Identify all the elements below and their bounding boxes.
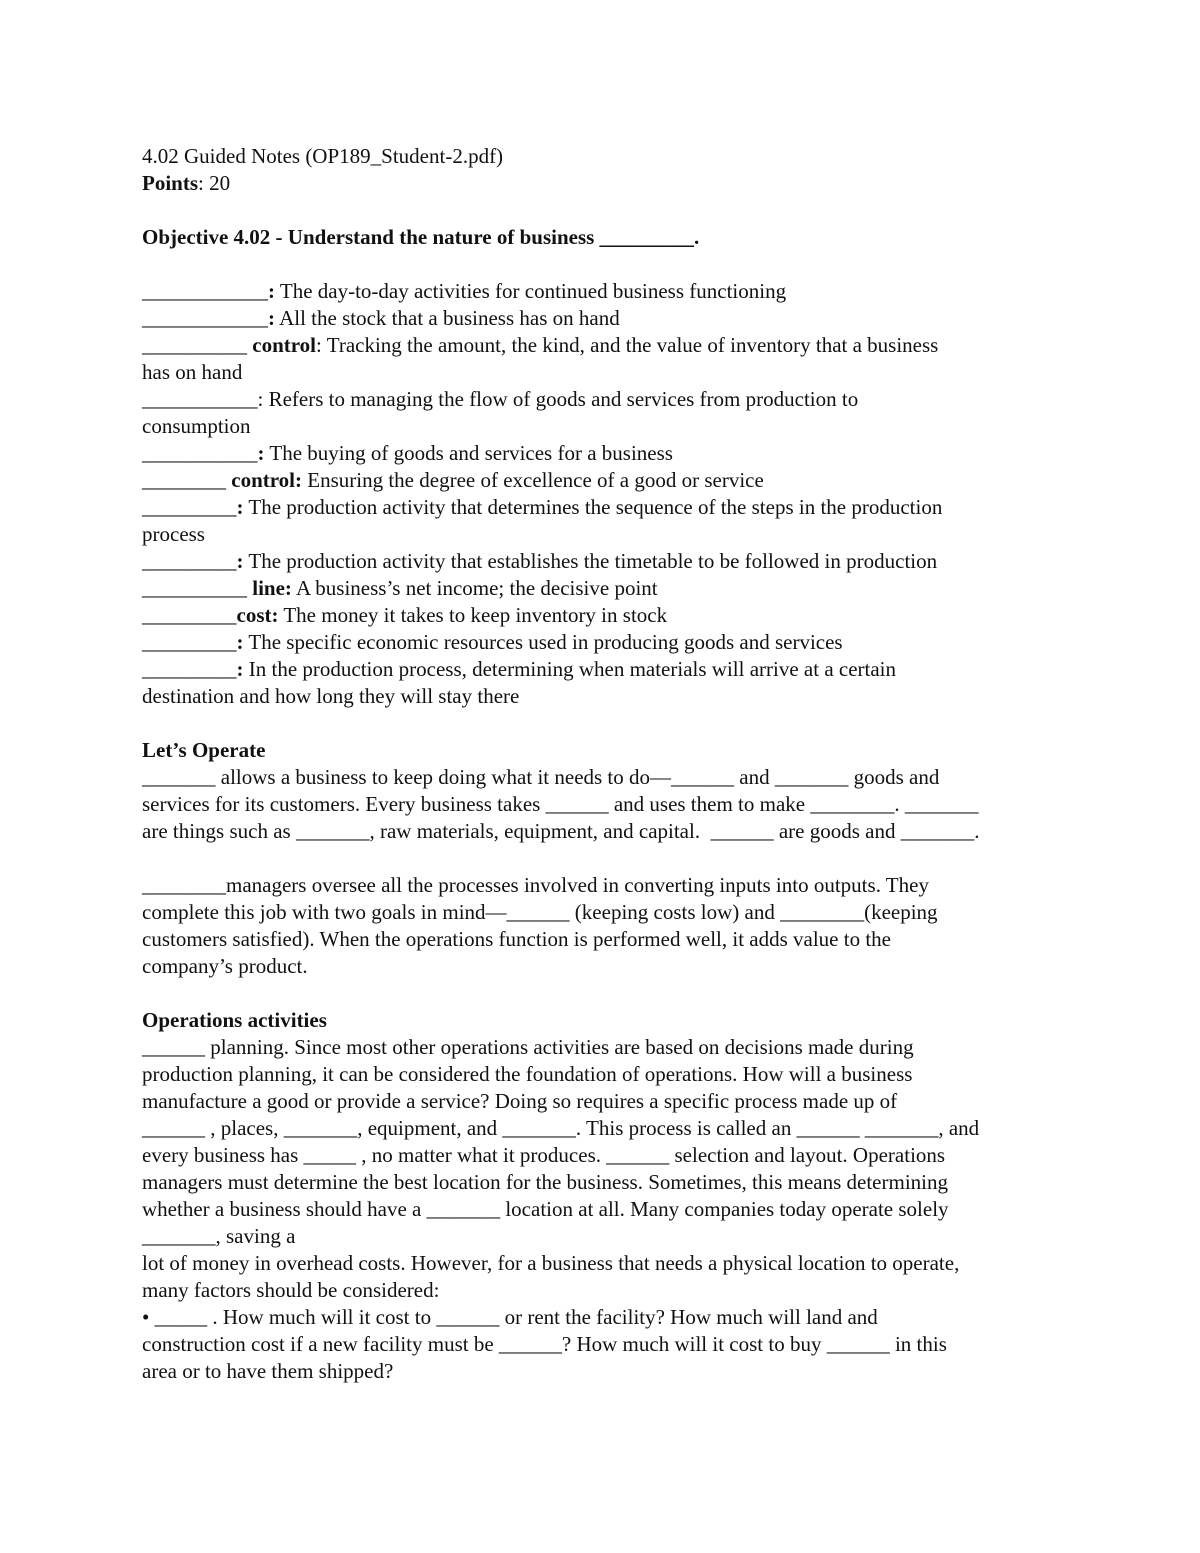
document-title: 4.02 Guided Notes (OP189_Student-2.pdf) (142, 144, 504, 168)
vocab-line (142, 521, 1064, 548)
fill-blank: _________ (142, 603, 237, 627)
definition-text: In the production process, determining when materials will arrive at a certain (243, 657, 897, 681)
definition-text: All the stock that a business has on hand (275, 306, 620, 330)
definition-text: The production activity that determines the sequence of the steps in the production (243, 495, 943, 519)
paragraph-line: production planning, it can be considered the foundation of operations. How will a business (142, 1062, 913, 1086)
vocab-line (142, 683, 1064, 710)
spacer (142, 197, 1064, 224)
paragraph-line: customers satisfied). When the operations function is performed well, it adds value to the (142, 927, 891, 951)
vocab-line (142, 575, 1064, 602)
paragraph-line: managers must determine the best location for the business. Sometimes, this means determining (142, 1170, 948, 1194)
vocabulary-list (142, 278, 1064, 710)
paragraph-line: whether a business should have a _______ location at all. Many companies today operate solely (142, 1197, 949, 1221)
definition-text: consumption (142, 414, 251, 438)
spacer (142, 251, 1064, 278)
bullet-line: • _____ . How much will it cost to ______ or rent the facility? How much will land and (142, 1305, 878, 1329)
heading-text: Operations activities (142, 1008, 327, 1032)
vocab-line (142, 629, 1064, 656)
fill-blank: _________ (142, 630, 237, 654)
paragraph-line: construction cost if a new facility must be ______? How much will it cost to buy ______ in this (142, 1332, 947, 1356)
definition-text: : Refers to managing the flow of goods and services from production to (257, 387, 859, 411)
paragraph-line: every business has _____ , no matter what it produces. ______ selection and layout. Operations (142, 1143, 946, 1167)
definition-text: has on hand (142, 360, 243, 384)
paragraph-line: ________managers oversee all the processes involved in converting inputs into outputs. They (142, 873, 929, 897)
term-suffix: control (247, 333, 317, 357)
definition-text: destination and how long they will stay there (142, 684, 520, 708)
fill-blank: ____________ (142, 306, 268, 330)
vocab-line (142, 413, 1064, 440)
paragraph-line: ______ , places, _______, equipment, and _______. This process is called an ______ _______, and (142, 1116, 980, 1140)
definition-text: The money it takes to keep inventory in stock (278, 603, 668, 627)
paragraph-line: company’s product. (142, 954, 308, 978)
term-suffix: cost: (236, 603, 279, 627)
fill-blank: ___________ (142, 387, 258, 411)
objective-heading (142, 224, 1064, 251)
vocab-line (142, 305, 1064, 332)
definition-text: A business’s net income; the decisive point (291, 576, 658, 600)
vocab-line (142, 494, 1064, 521)
objective-text: Objective 4.02 - Understand the nature of business _________. (142, 225, 700, 249)
fill-blank: __________ (142, 333, 247, 357)
definition-text: process (142, 522, 205, 546)
points-value: : 20 (198, 171, 231, 195)
paragraph-line: complete this job with two goals in mind—______ (keeping costs low) and ________(keeping (142, 900, 938, 924)
vocab-line (142, 332, 1064, 359)
vocab-line (142, 359, 1064, 386)
term-suffix: : (236, 630, 244, 654)
term-suffix: : (236, 549, 244, 573)
spacer (142, 980, 1064, 1007)
vocab-line (142, 467, 1064, 494)
definition-text: : Tracking the amount, the kind, and the value of inventory that a business (316, 333, 939, 357)
paragraph-line: services for its customers. Every business takes ______ and uses them to make ________. _______ (142, 792, 979, 816)
definition-text: The day-to-day activities for continued business functioning (275, 279, 787, 303)
term-suffix: : (236, 495, 244, 519)
paragraph-line: manufacture a good or provide a service? Doing so requires a specific process made up of (142, 1089, 898, 1113)
paragraph-line: lot of money in overhead costs. However, for a business that needs a physical location to operate, (142, 1251, 960, 1275)
vocab-line (142, 656, 1064, 683)
paragraph-line: ______ planning. Since most other operations activities are based on decisions made during (142, 1035, 914, 1059)
vocab-line (142, 602, 1064, 629)
definition-text: The specific economic resources used in producing goods and services (243, 630, 843, 654)
vocab-line (142, 386, 1064, 413)
heading-text: Let’s Operate (142, 738, 266, 762)
fill-blank: __________ (142, 576, 247, 600)
definition-text: Ensuring the degree of excellence of a good or service (302, 468, 764, 492)
definition-text: The buying of goods and services for a business (264, 441, 673, 465)
paragraph-line: are things such as _______, raw materials, equipment, and capital. ______ are goods and _______. (142, 819, 980, 843)
section-heading-lets-operate (142, 737, 1064, 764)
paragraph-line: _______, saving a (142, 1224, 296, 1248)
fill-blank: ________ (142, 468, 226, 492)
fill-blank: _________ (142, 549, 237, 573)
paragraph-line: area or to have them shipped? (142, 1359, 394, 1383)
vocab-line (142, 278, 1064, 305)
fill-blank: _________ (142, 657, 237, 681)
fill-blank: ___________ (142, 441, 258, 465)
document-page (142, 143, 1064, 1385)
term-suffix: : (236, 657, 244, 681)
vocab-line (142, 548, 1064, 575)
fill-blank: ____________ (142, 279, 268, 303)
term-suffix: control: (226, 468, 303, 492)
paragraph-line: many factors should be considered: (142, 1278, 440, 1302)
term-suffix: : (257, 441, 265, 465)
section-heading-operations-activities (142, 1007, 1064, 1034)
spacer (142, 710, 1064, 737)
fill-blank: _________ (142, 495, 237, 519)
spacer (142, 845, 1064, 872)
points-label: Points (142, 171, 199, 195)
term-suffix: : (268, 306, 275, 330)
term-suffix: : (268, 279, 275, 303)
vocab-line (142, 440, 1064, 467)
definition-text: The production activity that establishes the timetable to be followed in production (243, 549, 938, 573)
paragraph-line: _______ allows a business to keep doing what it needs to do—______ and _______ goods and (142, 765, 940, 789)
term-suffix: line: (247, 576, 292, 600)
points-line (142, 170, 1064, 197)
